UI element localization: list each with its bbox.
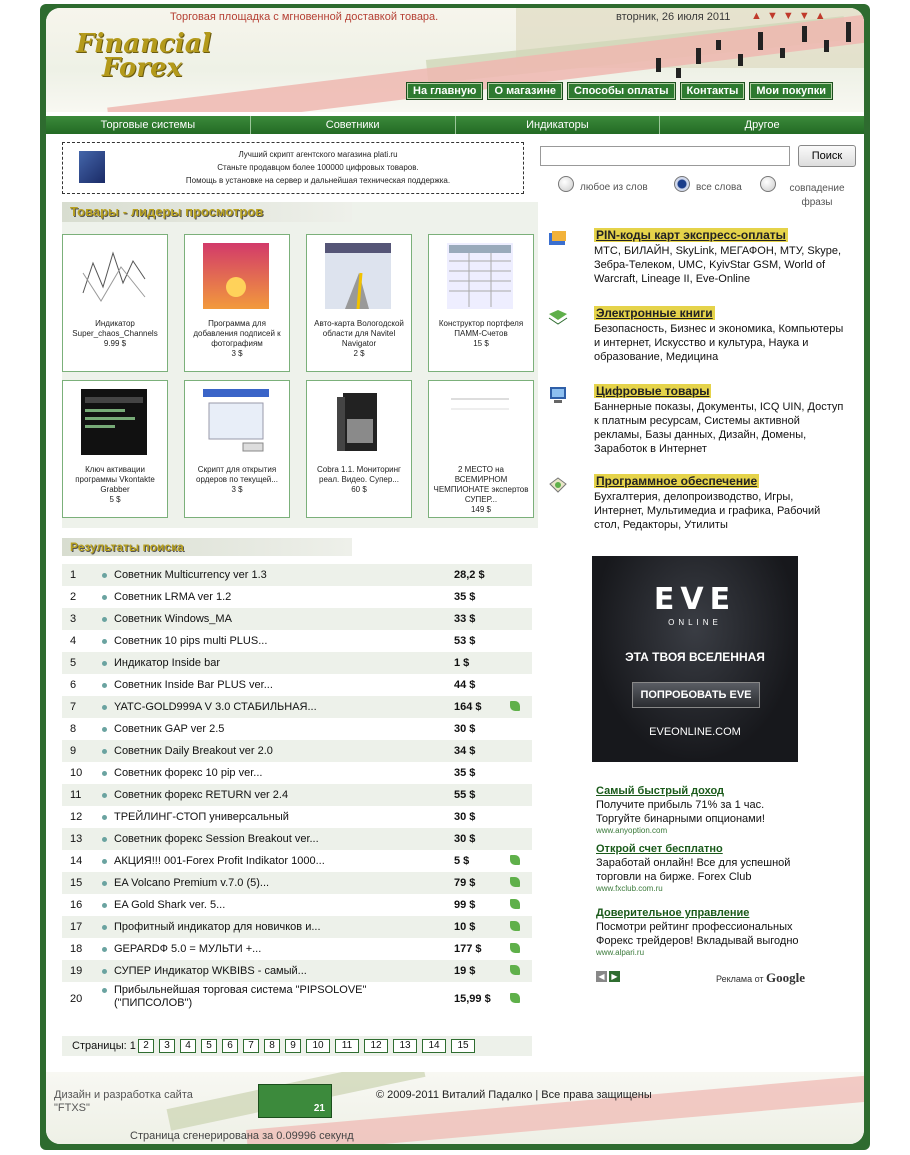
product-price: 15 $ <box>473 339 489 348</box>
row-title[interactable]: Прибыльнейшая торговая система "PIPSOLOVE" ("ПИПСОЛОВ") <box>114 984 367 1009</box>
row-title[interactable]: Индикатор Inside bar <box>114 657 220 669</box>
results-table <box>62 564 532 1016</box>
product-caption <box>310 319 408 359</box>
product-name: Программа для добавления подписей к фотографиям <box>193 319 281 348</box>
footer-design-line1: Дизайн и разработка сайта <box>54 1089 193 1101</box>
table-row[interactable] <box>62 740 532 762</box>
row-title[interactable]: EA Volcano Premium v.7.0 (5)... <box>114 877 270 889</box>
google-ads-label[interactable] <box>716 970 805 986</box>
bullet-icon <box>102 947 107 952</box>
row-price: 177 $ <box>454 943 482 955</box>
row-price: 30 $ <box>454 833 476 845</box>
row-price: 34 $ <box>454 745 476 757</box>
page-link[interactable]: 13 <box>393 1039 417 1053</box>
row-number: 5 <box>70 657 77 669</box>
pagination <box>62 1036 532 1056</box>
row-title[interactable]: Советник Windows_MA <box>114 613 232 625</box>
row-number: 15 <box>70 877 83 889</box>
table-row[interactable] <box>62 718 532 740</box>
eve-online-ad[interactable] <box>592 556 798 762</box>
bullet-icon <box>102 595 107 600</box>
side-category-desc: Баннерные показы, Документы, ICQ UIN, Доступ к платным ресурсам, Системы активной рекламы, Базы данных, Дизайн, Домены, Заработок в Интернет <box>594 401 844 455</box>
table-row[interactable] <box>62 982 532 1016</box>
footer-copyright: © 2009-2011 Виталий Падалко | Все права защищены <box>376 1089 652 1101</box>
row-price: 1 $ <box>454 657 470 669</box>
row-price: 35 $ <box>454 767 476 779</box>
row-price: 30 $ <box>454 723 476 735</box>
radio-exact-phrase-label: совпадение фразы <box>789 183 845 208</box>
leaders-panel <box>62 202 538 528</box>
leaf-icon <box>510 899 520 909</box>
bullet-icon <box>102 903 107 908</box>
visit-counter[interactable] <box>258 1084 332 1118</box>
row-title[interactable]: Советник Daily Breakout ver 2.0 <box>114 745 273 757</box>
book-icon <box>548 308 568 326</box>
nav-payment[interactable]: Способы оплаты <box>567 82 676 100</box>
page-link[interactable]: 8 <box>264 1039 280 1053</box>
row-title[interactable]: EA Gold Shark ver. 5... <box>114 899 226 911</box>
report-thumbnail <box>447 389 513 455</box>
bullet-icon <box>102 639 107 644</box>
row-number: 20 <box>70 993 83 1005</box>
bullet-icon <box>102 925 107 930</box>
product-name: Индикатор Super_chaos_Channels <box>72 319 158 338</box>
row-price: 55 $ <box>454 789 476 801</box>
table-row[interactable] <box>62 608 532 630</box>
footer-generated: Страница сгенерирована за 0.09996 секунд <box>130 1130 354 1142</box>
search-button[interactable]: Поиск <box>798 145 856 167</box>
leaf-icon <box>510 943 520 953</box>
table-row[interactable] <box>62 784 532 806</box>
row-number: 8 <box>70 723 77 735</box>
category-bar <box>46 116 864 134</box>
card-icon <box>548 230 568 248</box>
radio-any-word-label: любое из слов <box>580 182 648 193</box>
row-title[interactable]: ТРЕЙЛИНГ-СТОП универсальный <box>114 811 289 823</box>
google-logo: Google <box>766 970 806 985</box>
page-link[interactable]: 3 <box>159 1039 175 1053</box>
table-row[interactable] <box>62 762 532 784</box>
row-price: 30 $ <box>454 811 476 823</box>
product-price: 2 $ <box>353 349 365 358</box>
page-link[interactable]: 2 <box>138 1039 154 1053</box>
category-indicators[interactable]: Индикаторы <box>456 116 661 134</box>
row-number: 14 <box>70 855 83 867</box>
nav-home[interactable]: На главную <box>406 82 483 100</box>
row-title[interactable]: YATC-GOLD999A V 3.0 СТАБИЛЬНАЯ... <box>114 701 317 713</box>
text-ad-body: Получите прибыль 71% за 1 час. Торгуйте бинарными опционами! <box>596 799 765 825</box>
radio-exact-phrase[interactable] <box>760 176 776 192</box>
page <box>46 8 864 1144</box>
results-title: Результаты поиска <box>70 540 184 554</box>
table-row[interactable] <box>62 652 532 674</box>
table-row[interactable] <box>62 894 532 916</box>
row-title[interactable]: Советник форекс 10 pip ver... <box>114 767 263 779</box>
product-caption <box>66 465 164 505</box>
promo-line2: Станьте продавцом более 100000 цифровых товаров. <box>217 163 419 172</box>
site-logo[interactable] <box>76 29 212 83</box>
map-thumbnail <box>325 243 391 309</box>
bullet-icon <box>102 969 107 974</box>
row-number: 3 <box>70 613 77 625</box>
leaf-icon <box>510 701 520 711</box>
page-link[interactable]: 15 <box>451 1039 475 1053</box>
product-price: 149 $ <box>470 505 492 514</box>
row-title[interactable]: Советник форекс RETURN ver 2.4 <box>114 789 289 801</box>
product-price: 9.99 $ <box>103 339 127 348</box>
table-row[interactable] <box>62 872 532 894</box>
row-number: 11 <box>70 789 82 801</box>
row-price: 33 $ <box>454 613 476 625</box>
radio-all-words-label: все слова <box>696 182 742 193</box>
row-price: 15,99 $ <box>454 993 491 1005</box>
product-card[interactable] <box>184 380 290 518</box>
logo-line2: Forex <box>102 53 183 83</box>
eve-url: EVEONLINE.COM <box>649 726 741 738</box>
table-row[interactable] <box>62 630 532 652</box>
row-price: 44 $ <box>454 679 476 691</box>
bullet-icon <box>102 749 107 754</box>
row-number: 19 <box>70 965 83 977</box>
row-price: 99 $ <box>454 899 476 911</box>
row-number: 6 <box>70 679 77 691</box>
page-link[interactable]: 4 <box>180 1039 196 1053</box>
row-number: 12 <box>70 811 83 823</box>
side-category-desc: Бухгалтерия, делопроизводство, Игры, Интернет, Мультимедиа и графика, Рабочий стол, Редакторы, Утилиты <box>594 491 821 531</box>
table-row[interactable] <box>62 938 532 960</box>
product-price: 3 $ <box>231 485 243 494</box>
page-link[interactable]: 14 <box>422 1039 446 1053</box>
google-ads-prefix: Реклама от <box>716 974 764 984</box>
logo-line1: Financial <box>76 29 212 59</box>
bullet-icon <box>102 837 107 842</box>
bullet-icon <box>102 617 107 622</box>
leaf-icon <box>510 877 520 887</box>
product-card[interactable] <box>428 234 534 372</box>
row-number: 18 <box>70 943 83 955</box>
page-link[interactable]: 9 <box>285 1039 301 1053</box>
side-category-title[interactable]: PIN-коды карт экспресс-оплаты <box>596 228 786 242</box>
text-ad[interactable] <box>596 906 806 958</box>
bullet-icon <box>102 771 107 776</box>
table-row[interactable] <box>62 696 532 718</box>
bullet-icon <box>102 859 107 864</box>
row-price: 79 $ <box>454 877 476 889</box>
page-link[interactable]: 10 <box>306 1039 330 1053</box>
terminal-thumbnail <box>81 389 147 455</box>
bullet-icon <box>102 573 107 578</box>
row-price: 53 $ <box>454 635 476 647</box>
product-caption <box>432 319 530 349</box>
row-number: 10 <box>70 767 83 779</box>
leaders-title: Товары - лидеры просмотров <box>70 204 264 219</box>
eve-try-button[interactable]: ПОПРОБОВАТЬ EVE <box>632 682 760 708</box>
eve-sub: ONLINE <box>668 618 722 627</box>
table-row[interactable] <box>62 806 532 828</box>
row-title[interactable]: Советник Multicurrency ver 1.3 <box>114 569 267 581</box>
eve-slogan: ЭТА ТВОЯ ВСЕЛЕННАЯ <box>625 650 765 664</box>
row-price: 19 $ <box>454 965 476 977</box>
arrows-icon: ▲ ▼ ▼ ▼ ▲ <box>751 10 827 22</box>
text-ad[interactable] <box>596 784 806 836</box>
dvd-box-thumbnail <box>325 389 391 455</box>
bullet-icon <box>102 683 107 688</box>
window-thumbnail <box>203 389 269 455</box>
promo-line1: Лучший скрипт агентского магазина plati.ru <box>238 150 398 159</box>
side-category-desc: МТС, БИЛАЙН, SkyLink, МЕГАФОН, МТУ, Skype, Зебра-Телеком, UMC, KyivStar GSM, World of Warcraft, Lineage II, Eve-Online <box>594 245 842 285</box>
table-thumbnail <box>447 243 513 309</box>
text-ad-title[interactable]: Доверительное управление <box>596 907 750 919</box>
product-caption <box>66 319 164 349</box>
row-title[interactable]: СУПЕР Индикатор WKBIBS - самый... <box>114 965 307 977</box>
row-price: 35 $ <box>454 591 476 603</box>
product-card[interactable] <box>306 380 412 518</box>
product-price: 3 $ <box>231 349 243 358</box>
photo-thumbnail <box>203 243 269 309</box>
row-number: 7 <box>70 701 77 713</box>
row-title[interactable]: Советник 10 pips multi PLUS... <box>114 635 268 647</box>
bullet-icon <box>102 988 107 993</box>
radio-all-words[interactable] <box>674 176 690 192</box>
ad-prev-icon[interactable]: ◀ <box>596 971 607 982</box>
nav-about[interactable]: О магазине <box>487 82 563 100</box>
row-price: 5 $ <box>454 855 470 867</box>
table-row[interactable] <box>62 960 532 982</box>
bullet-icon <box>102 815 107 820</box>
row-number: 17 <box>70 921 83 933</box>
promo-line3: Помощь в установке на сервер и дальнейшая техническая поддержка. <box>185 176 451 185</box>
product-price: 60 $ <box>351 485 367 494</box>
bullet-icon <box>102 705 107 710</box>
software-icon <box>548 476 568 494</box>
row-number: 2 <box>70 591 77 603</box>
product-name: 2 МЕСТО на ВСЕМИРНОМ ЧЕМПИОНАТЕ экспертов СУПЕР... <box>433 465 529 504</box>
row-title[interactable]: Советник Inside Bar PLUS ver... <box>114 679 273 691</box>
row-title[interactable]: Советник LRMA ver 1.2 <box>114 591 232 603</box>
nav-contacts[interactable]: Контакты <box>680 82 746 100</box>
bullet-icon <box>102 661 107 666</box>
row-title[interactable]: Советник форекс Session Breakout ver... <box>114 833 319 845</box>
product-name: Авто-карта Вологодской области для Navitel Navigator <box>314 319 404 348</box>
header <box>46 8 864 112</box>
pages-label: Страницы: 1 <box>72 1040 136 1052</box>
category-advisors[interactable]: Советники <box>251 116 456 134</box>
product-caption <box>310 465 408 495</box>
site-tagline: Торговая площадка с мгновенной доставкой товара. <box>170 11 439 23</box>
side-category-title[interactable]: Электронные книги <box>596 306 713 320</box>
row-title[interactable]: Советник GAP ver 2.5 <box>114 723 225 735</box>
bullet-icon <box>102 881 107 886</box>
leaf-icon <box>510 855 520 865</box>
top-nav <box>406 82 833 100</box>
category-other[interactable]: Другое <box>744 119 780 131</box>
row-price: 28,2 $ <box>454 569 485 581</box>
table-row[interactable] <box>62 828 532 850</box>
page-link[interactable]: 11 <box>335 1039 359 1053</box>
text-ad-title[interactable]: Открой счет бесплатно <box>596 843 723 855</box>
row-title[interactable]: АКЦИЯ!!! 001-Forex Profit Indikator 1000... <box>114 855 325 867</box>
row-number: 1 <box>70 569 77 581</box>
side-category-desc: Безопасность, Бизнес и экономика, Компьютеры и интернет, Искусство и культура, Наука и образование, Медицина <box>594 323 844 363</box>
leaders-heading <box>62 202 352 222</box>
row-price: 164 $ <box>454 701 482 713</box>
table-row[interactable] <box>62 850 532 872</box>
leaf-icon <box>510 993 520 1003</box>
side-category-title[interactable]: Программное обеспечение <box>596 474 758 488</box>
product-card[interactable] <box>428 380 534 518</box>
text-ad-url[interactable]: www.anyoption.com <box>596 826 668 835</box>
row-price: 10 $ <box>454 921 476 933</box>
leaf-icon <box>510 965 520 975</box>
text-ad-body: Заработай онлайн! Все для успешной торговли на бирже. Forex Club <box>596 857 791 883</box>
product-card[interactable] <box>62 234 168 372</box>
product-card[interactable] <box>306 234 412 372</box>
text-ad-title[interactable]: Самый быстрый доход <box>596 785 724 797</box>
software-box-icon <box>79 151 105 183</box>
counter-value: 21 <box>313 1103 325 1114</box>
ad-next-icon[interactable]: ▶ <box>609 971 620 982</box>
product-card[interactable] <box>184 234 290 372</box>
radio-any-word[interactable] <box>558 176 574 192</box>
promo-banner[interactable] <box>62 142 524 194</box>
footer-design-line2[interactable]: "FTXS" <box>54 1102 90 1114</box>
chart-thumbnail <box>81 243 147 309</box>
monitor-icon <box>548 386 568 404</box>
row-number: 9 <box>70 745 77 757</box>
eve-logo: EVE <box>653 582 737 617</box>
category-trading-systems[interactable]: Торговые системы <box>46 116 251 134</box>
search-input[interactable] <box>540 146 790 166</box>
leaf-icon <box>510 921 520 931</box>
text-ad-url[interactable]: www.alpari.ru <box>596 948 645 957</box>
product-name: Ключ активации программы Vkontakte Grabber <box>75 465 155 494</box>
row-title[interactable]: Профитный индикатор для новичков и... <box>114 921 321 933</box>
ad-nav <box>596 970 622 982</box>
table-row[interactable] <box>62 916 532 938</box>
product-caption <box>188 319 286 359</box>
row-number: 4 <box>70 635 77 647</box>
table-row[interactable] <box>62 564 532 586</box>
row-number: 13 <box>70 833 83 845</box>
row-number: 16 <box>70 899 83 911</box>
product-caption <box>188 465 286 495</box>
product-name: Скрипт для открытия ордеров по текущей... <box>196 465 278 484</box>
current-date: вторник, 26 июля 2011 <box>616 11 731 23</box>
table-row[interactable] <box>62 674 532 696</box>
row-title[interactable]: GEPARDФ 5.0 = МУЛЬТИ +... <box>114 943 262 955</box>
footer <box>46 1072 864 1144</box>
page-link[interactable]: 12 <box>364 1039 388 1053</box>
text-ad-body: Посмотри рейтинг профессиональных Форекс трейдеров! Вкладывай выгодно <box>596 921 799 947</box>
text-ad-url[interactable]: www.fxclub.com.ru <box>596 884 663 893</box>
product-name: Cobra 1.1. Мониторинг реал. Видео. Супер... <box>317 465 401 484</box>
product-name: Конструктор портфеля ПАММ-Счетов <box>438 319 524 338</box>
nav-my-purchases[interactable]: Мои покупки <box>749 82 833 100</box>
product-card[interactable] <box>62 380 168 518</box>
bullet-icon <box>102 727 107 732</box>
results-heading <box>62 538 352 556</box>
bullet-icon <box>102 793 107 798</box>
page-link[interactable]: 5 <box>201 1039 217 1053</box>
page-link[interactable]: 6 <box>222 1039 238 1053</box>
footer-design <box>54 1089 193 1115</box>
product-price: 5 $ <box>109 495 121 504</box>
text-ad[interactable] <box>596 842 806 894</box>
table-row[interactable] <box>62 586 532 608</box>
product-caption <box>432 465 530 515</box>
page-link[interactable]: 7 <box>243 1039 259 1053</box>
side-category-title[interactable]: Цифровые товары <box>596 384 710 398</box>
